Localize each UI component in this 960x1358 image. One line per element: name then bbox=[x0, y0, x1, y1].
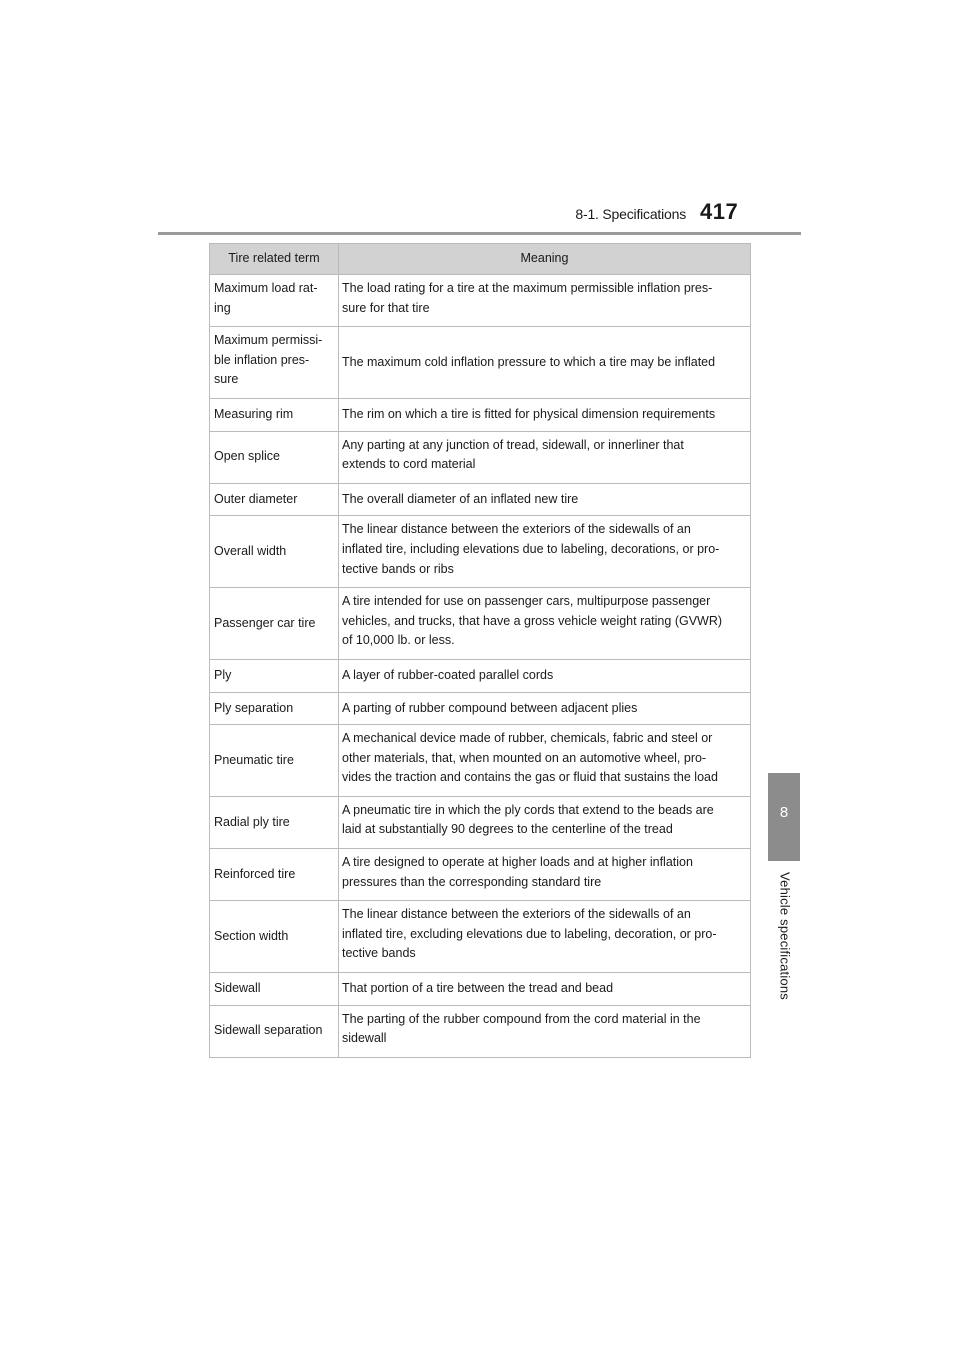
term-cell: Overall width bbox=[210, 516, 339, 588]
term-cell: Open splice bbox=[210, 431, 339, 483]
meaning-cell: A layer of rubber-coated parallel cords bbox=[339, 659, 751, 692]
table-row bbox=[210, 901, 751, 973]
table-row bbox=[210, 849, 751, 901]
meaning-cell: The rim on which a tire is fitted for physical dimension requirements bbox=[339, 398, 751, 431]
table-row bbox=[210, 973, 751, 1006]
column-header-term: Tire related term bbox=[210, 244, 339, 275]
table-row bbox=[210, 659, 751, 692]
table-row bbox=[210, 725, 751, 797]
meaning-cell: The parting of the rubber compound from the cord material in the sidewall bbox=[339, 1005, 751, 1057]
tire-terms-table bbox=[209, 243, 751, 1058]
table-row bbox=[210, 1005, 751, 1057]
meaning-cell: The overall diameter of an inflated new tire bbox=[339, 483, 751, 516]
term-cell: Sidewall bbox=[210, 973, 339, 1006]
term-cell: Outer diameter bbox=[210, 483, 339, 516]
term-cell: Pneumatic tire bbox=[210, 725, 339, 797]
meaning-cell: Any parting at any junction of tread, sidewall, or innerliner that extends to cord material bbox=[339, 431, 751, 483]
table-row bbox=[210, 398, 751, 431]
term-cell: Passenger car tire bbox=[210, 588, 339, 660]
meaning-cell: A tire designed to operate at higher loads and at higher inflation pressures than the corresponding standard tire bbox=[339, 849, 751, 901]
term-cell: Radial ply tire bbox=[210, 796, 339, 848]
term-cell: Reinforced tire bbox=[210, 849, 339, 901]
term-cell: Ply separation bbox=[210, 692, 339, 725]
table-header-row bbox=[210, 244, 751, 275]
term-cell: Section width bbox=[210, 901, 339, 973]
meaning-cell: The linear distance between the exteriors of the sidewalls of an inflated tire, including elevations due to labeling, decorations, or pro- tective bands or ribs bbox=[339, 516, 751, 588]
meaning-cell: A tire intended for use on passenger cars, multipurpose passenger vehicles, and trucks, that have a gross vehicle weight rating (GVWR) of 10,000 lb. or less. bbox=[339, 588, 751, 660]
meaning-cell: A parting of rubber compound between adjacent plies bbox=[339, 692, 751, 725]
chapter-tab-label: Vehicle specifications bbox=[777, 872, 793, 1000]
chapter-tab[interactable] bbox=[768, 773, 800, 861]
table-row bbox=[210, 796, 751, 848]
meaning-cell: A mechanical device made of rubber, chemicals, fabric and steel or other materials, that, when mounted on an automotive wheel, pro- vides the traction and contains the gas or fluid that sustains the load bbox=[339, 725, 751, 797]
meaning-cell: The load rating for a tire at the maximum permissible inflation pres- sure for that tire bbox=[339, 275, 751, 327]
term-cell: Sidewall separation bbox=[210, 1005, 339, 1057]
meaning-cell: That portion of a tire between the tread and bead bbox=[339, 973, 751, 1006]
table-row bbox=[210, 588, 751, 660]
header-rule bbox=[158, 232, 801, 235]
meaning-cell: The maximum cold inflation pressure to which a tire may be inflated bbox=[339, 327, 751, 399]
table-row bbox=[210, 275, 751, 327]
table-row bbox=[210, 327, 751, 399]
meaning-cell: A pneumatic tire in which the ply cords that extend to the beads are laid at substantially 90 degrees to the centerline of the tread bbox=[339, 796, 751, 848]
term-cell: Measuring rim bbox=[210, 398, 339, 431]
term-cell: Maximum permissi- ble inflation pres- sure bbox=[210, 327, 339, 399]
section-title: 8-1. Specifications bbox=[575, 206, 686, 222]
column-header-meaning: Meaning bbox=[339, 244, 751, 275]
table-row bbox=[210, 692, 751, 725]
chapter-tab-number: 8 bbox=[779, 804, 789, 821]
meaning-cell: The linear distance between the exteriors of the sidewalls of an inflated tire, excluding elevations due to labeling, decoration, or pro- tective bands bbox=[339, 901, 751, 973]
table-row bbox=[210, 483, 751, 516]
term-cell: Ply bbox=[210, 659, 339, 692]
table-row bbox=[210, 516, 751, 588]
table-row bbox=[210, 431, 751, 483]
term-cell: Maximum load rat- ing bbox=[210, 275, 339, 327]
page-number: 417 bbox=[700, 199, 739, 224]
